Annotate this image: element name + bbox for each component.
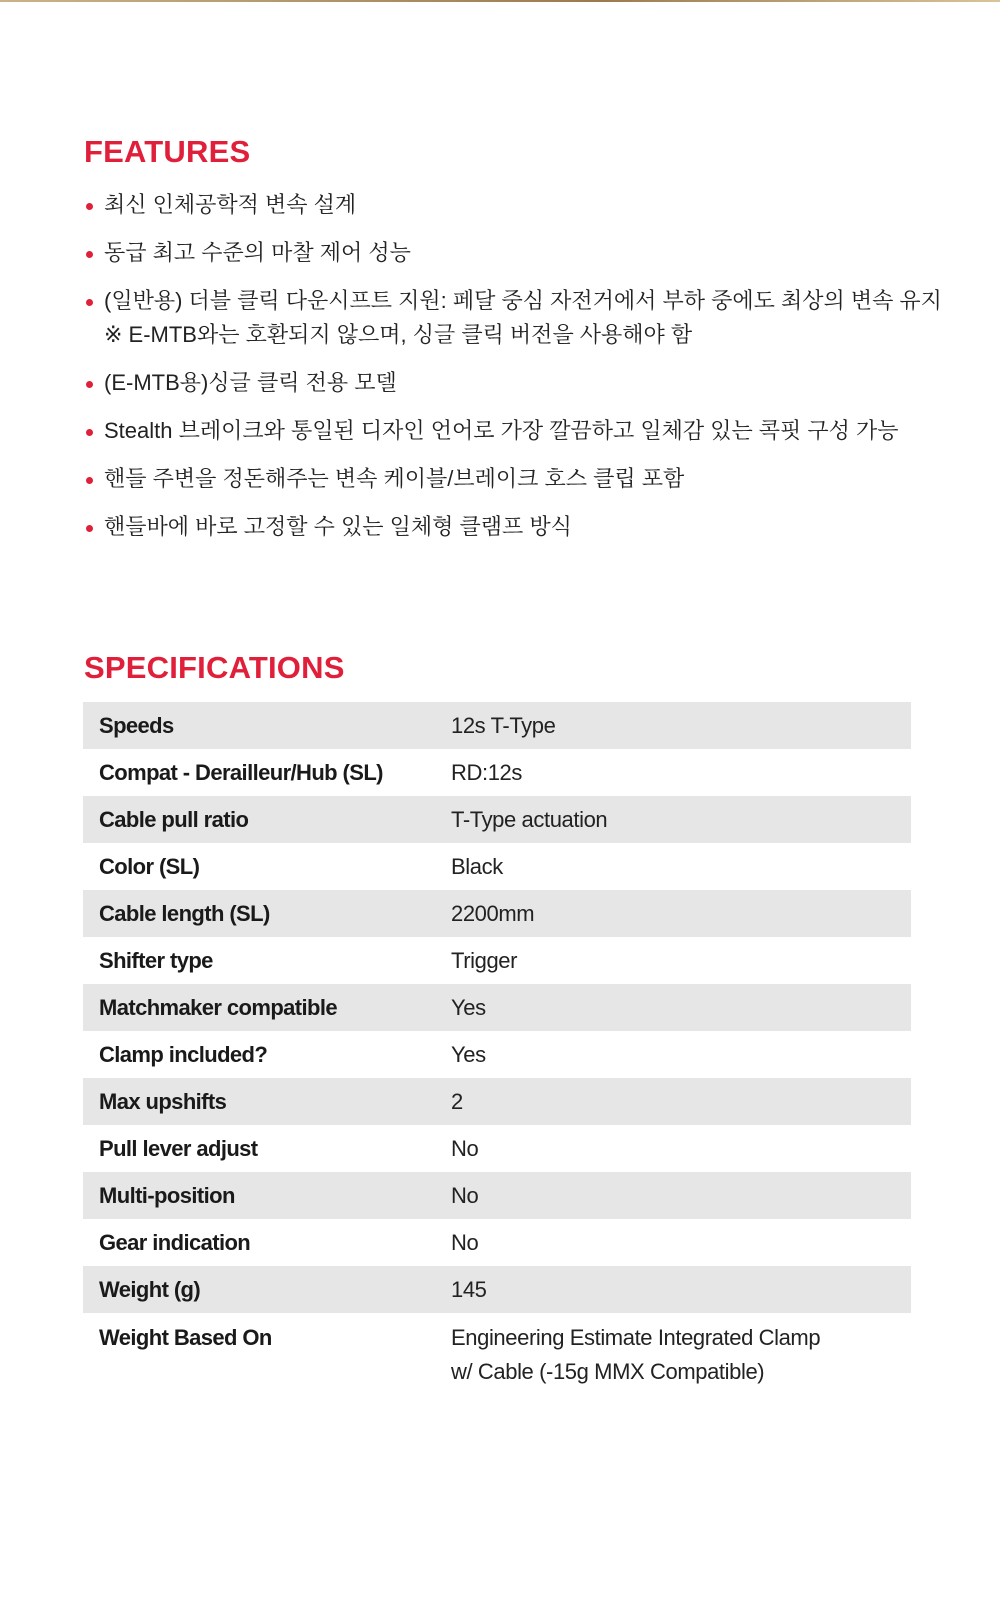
- spec-name: Pull lever adjust: [99, 1135, 258, 1161]
- spec-value: Black: [451, 853, 503, 879]
- spec-value: T-Type actuation: [451, 806, 608, 832]
- spec-value: 12s T-Type: [451, 712, 556, 738]
- spec-row-pull-lever-adjust: [83, 1125, 911, 1172]
- feature-text: 동급 최고 수준의 마찰 제어 성능: [104, 240, 411, 265]
- feature-text: Stealth 브레이크와 통일된 디자인 언어로 가장 깔끔하고 일체감 있는 콕핏 구성 가능: [104, 418, 899, 443]
- features-heading: FEATURES: [84, 134, 251, 169]
- specifications-table: [83, 702, 911, 1389]
- spec-row-cable-length: [83, 890, 911, 937]
- spec-name: Max upshifts: [99, 1088, 227, 1114]
- feature-text: (E-MTB용)싱글 클릭 전용 모델: [104, 370, 397, 395]
- spec-value: No: [451, 1182, 479, 1208]
- bullet-icon: [86, 525, 93, 532]
- spec-row-matchmaker: [83, 984, 911, 1031]
- feature-item: [86, 236, 946, 270]
- spec-name: Compat - Derailleur/Hub (SL): [99, 759, 383, 785]
- spec-row-gear-indication: [83, 1219, 911, 1266]
- bullet-icon: [86, 251, 93, 258]
- top-border: [0, 0, 1000, 2]
- feature-item: [86, 462, 946, 496]
- spec-value-line: w/ Cable (-15g MMX Compatible): [451, 1359, 765, 1384]
- spec-name: Weight (g): [99, 1276, 201, 1302]
- spec-name: Speeds: [99, 712, 174, 738]
- spec-row-multi-position: [83, 1172, 911, 1219]
- spec-row-weight-based-on: [83, 1313, 911, 1389]
- spec-name: Weight Based On: [99, 1325, 272, 1350]
- bullet-icon: [86, 203, 93, 210]
- feature-text: (일반용) 더블 클릭 다운시프트 지원: 페달 중심 자전거에서 부하 중에도 최상의 변속 유지: [104, 288, 942, 313]
- feature-text: 최신 인체공학적 변속 설계: [104, 192, 357, 217]
- spec-value: 145: [451, 1276, 487, 1302]
- bullet-icon: [86, 299, 93, 306]
- spec-row-shifter-type: [83, 937, 911, 984]
- spec-row-max-upshifts: [83, 1078, 911, 1125]
- feature-item: [86, 284, 946, 352]
- spec-name: Clamp included?: [99, 1041, 268, 1067]
- spec-value: Trigger: [451, 947, 518, 973]
- spec-value-line: Engineering Estimate Integrated Clamp: [451, 1325, 821, 1350]
- bullet-icon: [86, 477, 93, 484]
- spec-value: Yes: [451, 1041, 486, 1067]
- spec-row-compat: [83, 749, 911, 796]
- feature-item: [86, 188, 946, 222]
- spec-row-speeds: [83, 702, 911, 749]
- spec-value: No: [451, 1135, 479, 1161]
- spec-value: Yes: [451, 994, 486, 1020]
- feature-item: [86, 414, 946, 448]
- spec-value: [435, 1313, 911, 1389]
- spec-value: 2200mm: [451, 900, 535, 926]
- spec-value: 2: [451, 1088, 463, 1114]
- spec-row-color: [83, 843, 911, 890]
- bullet-icon: [86, 381, 93, 388]
- feature-text: 핸들바에 바로 고정할 수 있는 일체형 클램프 방식: [104, 514, 572, 539]
- spec-name: Shifter type: [99, 947, 213, 973]
- spec-name: Multi-position: [99, 1182, 235, 1208]
- spec-value: RD:12s: [451, 759, 522, 785]
- feature-note: ※ E-MTB와는 호환되지 않으며, 싱글 클릭 버전을 사용해야 함: [104, 322, 693, 347]
- features-list: [86, 188, 946, 558]
- spec-name: Matchmaker compatible: [99, 994, 338, 1020]
- spec-name: Color (SL): [99, 853, 200, 879]
- spec-value: No: [451, 1229, 479, 1255]
- spec-name: Cable pull ratio: [99, 806, 249, 832]
- spec-row-cable-pull-ratio: [83, 796, 911, 843]
- spec-row-clamp-included: [83, 1031, 911, 1078]
- specifications-heading: SPECIFICATIONS: [84, 650, 345, 685]
- feature-text: 핸들 주변을 정돈해주는 변속 케이블/브레이크 호스 클립 포함: [104, 466, 685, 491]
- spec-row-weight: [83, 1266, 911, 1313]
- spec-name: Cable length (SL): [99, 900, 270, 926]
- bullet-icon: [86, 429, 93, 436]
- feature-item: [86, 366, 946, 400]
- feature-item: [86, 510, 946, 544]
- spec-name: Gear indication: [99, 1229, 251, 1255]
